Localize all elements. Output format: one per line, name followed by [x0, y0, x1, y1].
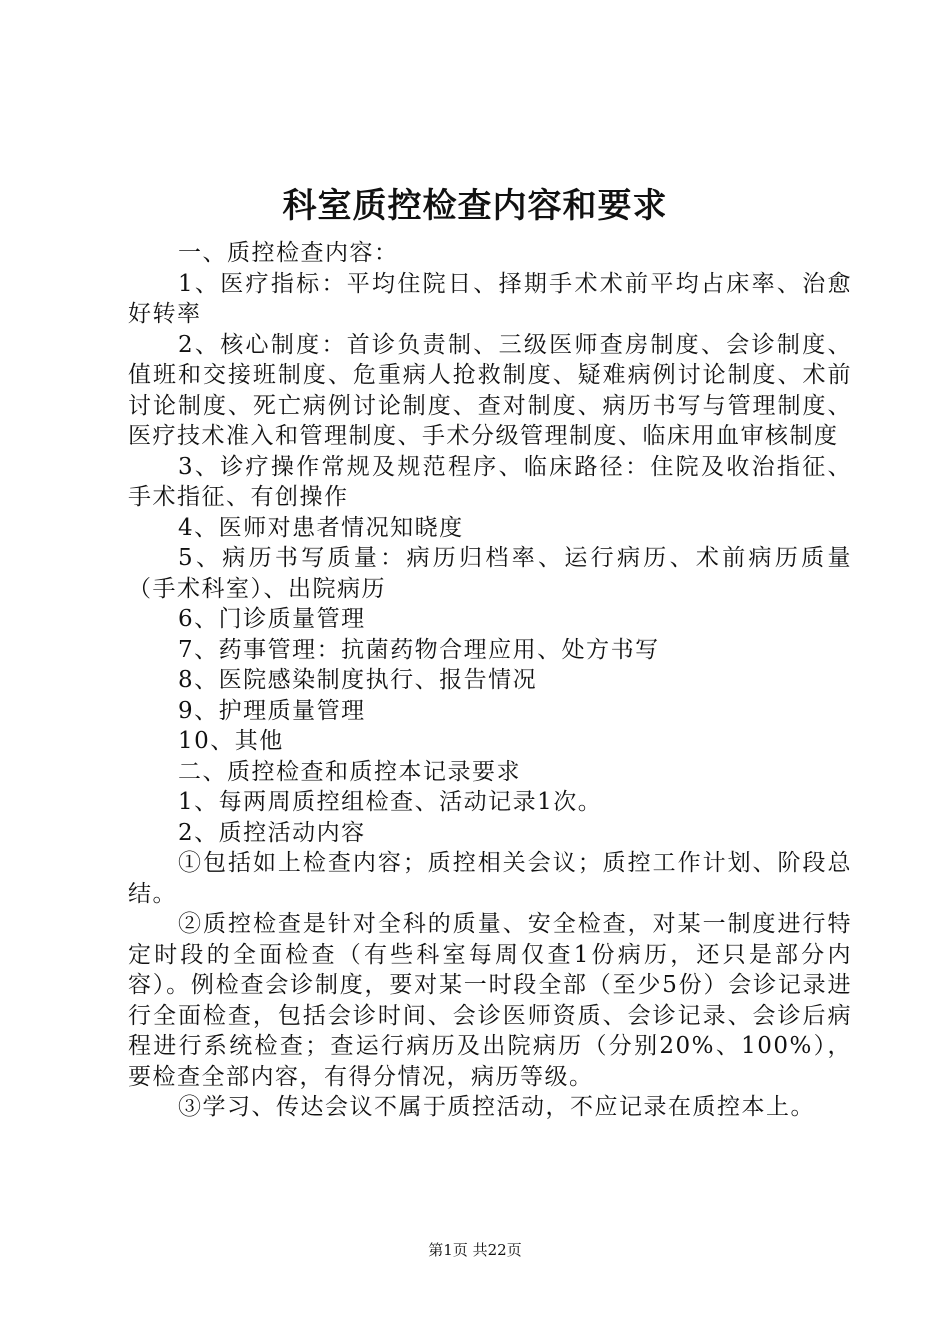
list-item: 2、核心制度：首诊负责制、三级医师查房制度、会诊制度、值班和交接班制度、危重病人抢救制度、疑难病例讨论制度、术前讨论制度、死亡病例讨论制度、查对制度、病历书写与管理制度、医疗技术准入和管理制度、手术分级管理制度、临床用血审核制度	[128, 331, 852, 449]
section-heading-2: 二、质控检查和质控本记录要求	[178, 758, 521, 785]
list-item: 1、医疗指标：平均住院日、择期手术术前平均占床率、治愈好转率	[128, 270, 852, 327]
document-body	[128, 238, 852, 1123]
list-item: 10、其他	[178, 728, 284, 754]
sub-item: ③学习、传达会议不属于质控活动，不应记录在质控本上。	[178, 1094, 815, 1120]
list-item: 7、药事管理：抗菌药物合理应用、处方书写	[178, 636, 660, 663]
list-item: 4、医师对患者情况知晓度	[178, 514, 464, 541]
list-item: 5、病历书写质量：病历归档率、运行病历、术前病历质量（手术科室）、出院病历	[128, 545, 852, 602]
list-item: 6、门诊质量管理	[178, 606, 366, 632]
list-item: 1、每两周质控组检查、活动记录1次。	[178, 789, 603, 815]
document-title: 科室质控检查内容和要求	[282, 186, 668, 226]
list-item: 9、护理质量管理	[178, 697, 366, 724]
sub-item: ②质控检查是针对全科的质量、安全检查，对某一制度进行特定时段的全面检查（有些科室每周仅查1份病历，还只是部分内容）。例检查会诊制度，要对某一时段全部（至少5份）会诊记录进行全面检查，包括会诊时间、会诊医师资质、会诊记录、会诊后病程进行系统检查；查运行病历及出院病历（分别20%、100%），要检查全部内容，有得分情况，病历等级。	[128, 911, 852, 1090]
sub-item: ①包括如上检查内容；质控相关会议；质控工作计划、阶段总结。	[128, 850, 852, 907]
page-number: 第1页 共22页	[428, 1241, 522, 1259]
list-item: 2、质控活动内容	[178, 819, 366, 846]
list-item: 8、医院感染制度执行、报告情况	[178, 667, 538, 693]
section-heading-1: 一、质控检查内容：	[178, 240, 399, 266]
list-item: 3、诊疗操作常规及规范程序、临床路径：住院及收治指征、手术指征、有创操作	[128, 453, 852, 510]
